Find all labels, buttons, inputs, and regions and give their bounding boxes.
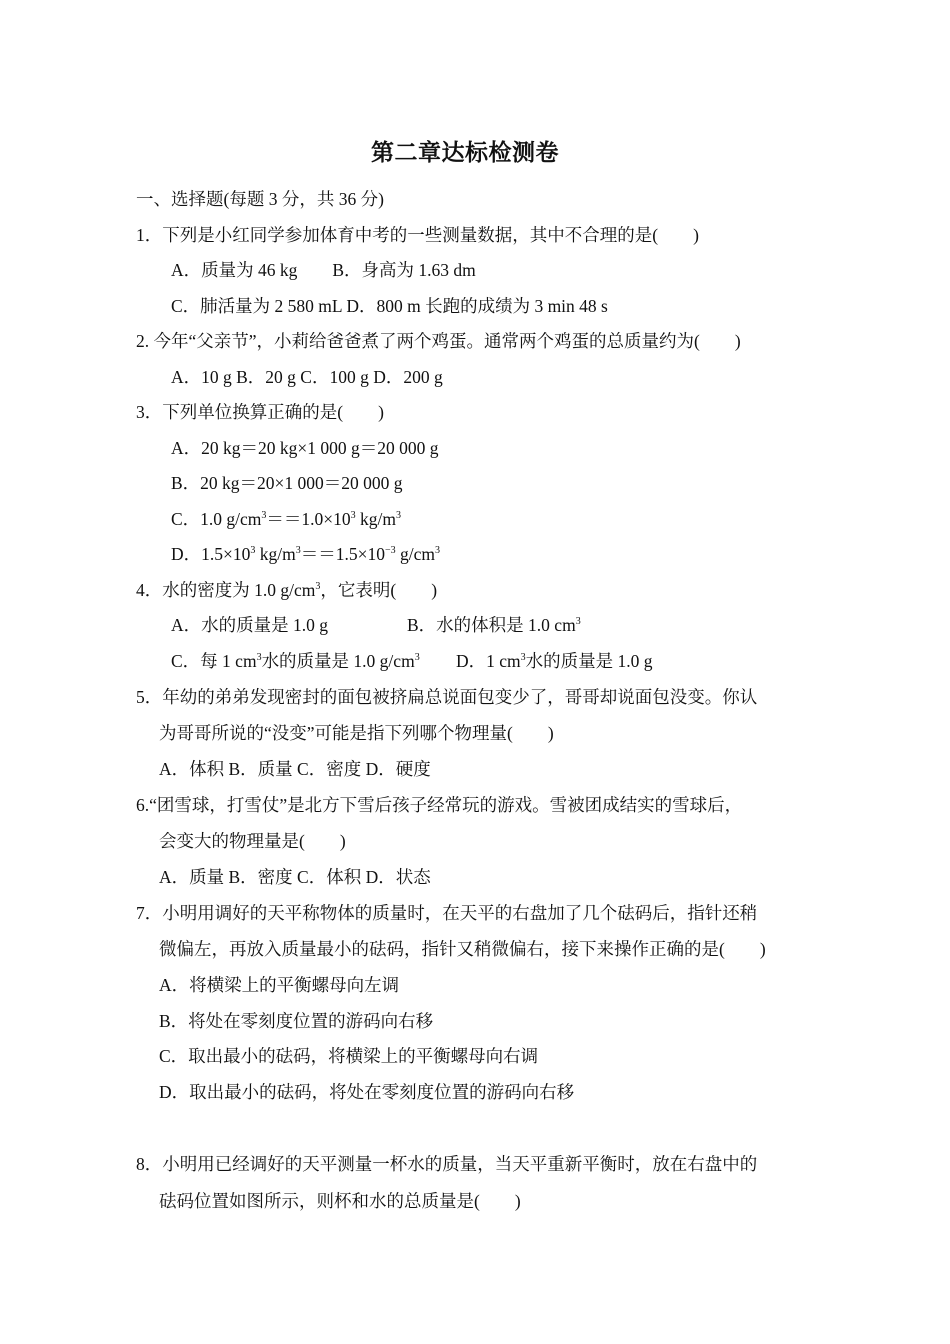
sup: 3	[435, 545, 441, 557]
question-1-options-cd: C．肺活量为 2 580 mL D．800 m 长跑的成绩为 3 min 48 s	[171, 296, 608, 316]
q4b-part1: B．水的体积是 1.0 cm	[407, 615, 576, 635]
question-4-option-a: A．水的质量是 1.0 g	[171, 615, 329, 635]
question-5-stem-line1: 5．年幼的弟弟发现密封的面包被挤扁总说面包变少了，哥哥却说面包没变。你认	[136, 687, 758, 707]
question-7-option-d: D．取出最小的砝码，将处在零刻度位置的游码向右移	[159, 1082, 575, 1102]
question-4-option-b	[407, 614, 581, 636]
q4d-part1: D．1 cm	[456, 651, 521, 671]
question-1-stem: 1．下列是小红同学参加体育中考的一些测量数据，其中不合理的是( )	[136, 225, 699, 245]
question-8-stem-line2: 砝码位置如图所示，则杯和水的总质量是( )	[159, 1191, 521, 1211]
question-7-option-a: A．将横梁上的平衡螺母向左调	[159, 975, 400, 995]
section-heading: 一、选择题(每题 3 分，共 36 分)	[136, 189, 384, 209]
question-1-options-ab: A．质量为 46 kg B．身高为 1.63 dm	[171, 260, 476, 280]
question-3-option-a: A．20 kg＝20 kg×1 000 g＝20 000 g	[171, 438, 439, 458]
sup: 3	[256, 652, 262, 664]
sup: 3	[350, 510, 356, 522]
q3d-part4: g/cm	[395, 544, 436, 564]
question-4-option-d	[456, 650, 653, 672]
question-7-stem-line1: 7．小明用调好的天平称物体的质量时，在天平的右盘加了几个砝码后，指针还稍	[136, 903, 758, 923]
sup: 3	[250, 545, 256, 557]
question-5-options: A．体积 B．质量 C．密度 D．硬度	[159, 759, 431, 779]
sup: 3	[315, 581, 321, 593]
question-5-stem-line2: 为哥哥所说的“没变”可能是指下列哪个物理量( )	[159, 723, 554, 743]
question-8-stem-line1: 8．小明用已经调好的天平测量一杯水的质量，当天平重新平衡时，放在右盘中的	[136, 1154, 758, 1174]
q4-stem-part2: ，它表明( )	[320, 580, 438, 600]
sup: 3	[575, 616, 581, 628]
q4-stem-part1: 4．水的密度为 1.0 g/cm	[136, 580, 316, 600]
question-2-options: A．10 g B．20 g C．100 g D．200 g	[171, 367, 443, 387]
question-3-option-c	[171, 508, 401, 530]
sup: 3	[261, 510, 267, 522]
question-4-option-c	[171, 650, 420, 672]
question-7-option-b: B．将处在零刻度位置的游码向右移	[159, 1011, 434, 1031]
sup: 3	[295, 545, 301, 557]
question-4-stem	[136, 579, 437, 601]
q3d-part3: ＝＝1.5×10	[300, 544, 385, 564]
question-3-option-d	[171, 543, 440, 565]
sup: 3	[520, 652, 526, 664]
q3d-part1: D．1.5×10	[171, 544, 251, 564]
q4c-part1: C．每 1 cm	[171, 651, 257, 671]
question-3-option-b: B．20 kg＝20×1 000＝20 000 g	[171, 473, 403, 493]
question-6-stem-line2: 会变大的物理量是( )	[159, 831, 346, 851]
question-7-option-c: C．取出最小的砝码，将横梁上的平衡螺母向右调	[159, 1046, 539, 1066]
question-6-options: A．质量 B．密度 C．体积 D．状态	[159, 867, 431, 887]
question-2-stem: 2. 今年“父亲节”，小莉给爸爸煮了两个鸡蛋。通常两个鸡蛋的总质量约为( )	[136, 331, 741, 351]
page-title: 第二章达标检测卷	[371, 140, 559, 166]
sup: 3	[414, 652, 420, 664]
question-3-stem: 3．下列单位换算正确的是( )	[136, 402, 384, 422]
q3c-part3: kg/m	[355, 509, 397, 529]
question-6-stem-line1: 6.“团雪球，打雪仗”是北方下雪后孩子经常玩的游戏。雪被团成结实的雪球后，	[136, 795, 743, 815]
question-7-stem-line2: 微偏左，再放入质量最小的砝码，指针又稍微偏右，接下来操作正确的是( )	[159, 939, 766, 959]
q4c-part2: 水的质量是 1.0 g/cm	[261, 651, 415, 671]
sup: 3	[396, 510, 402, 522]
q3d-part2: kg/m	[255, 544, 296, 564]
sup: −3	[385, 545, 396, 557]
q3c-part1: C．1.0 g/cm	[171, 509, 262, 529]
q4d-part2: 水的质量是 1.0 g	[525, 651, 653, 671]
q3c-part2: ＝＝1.0×10	[266, 509, 351, 529]
